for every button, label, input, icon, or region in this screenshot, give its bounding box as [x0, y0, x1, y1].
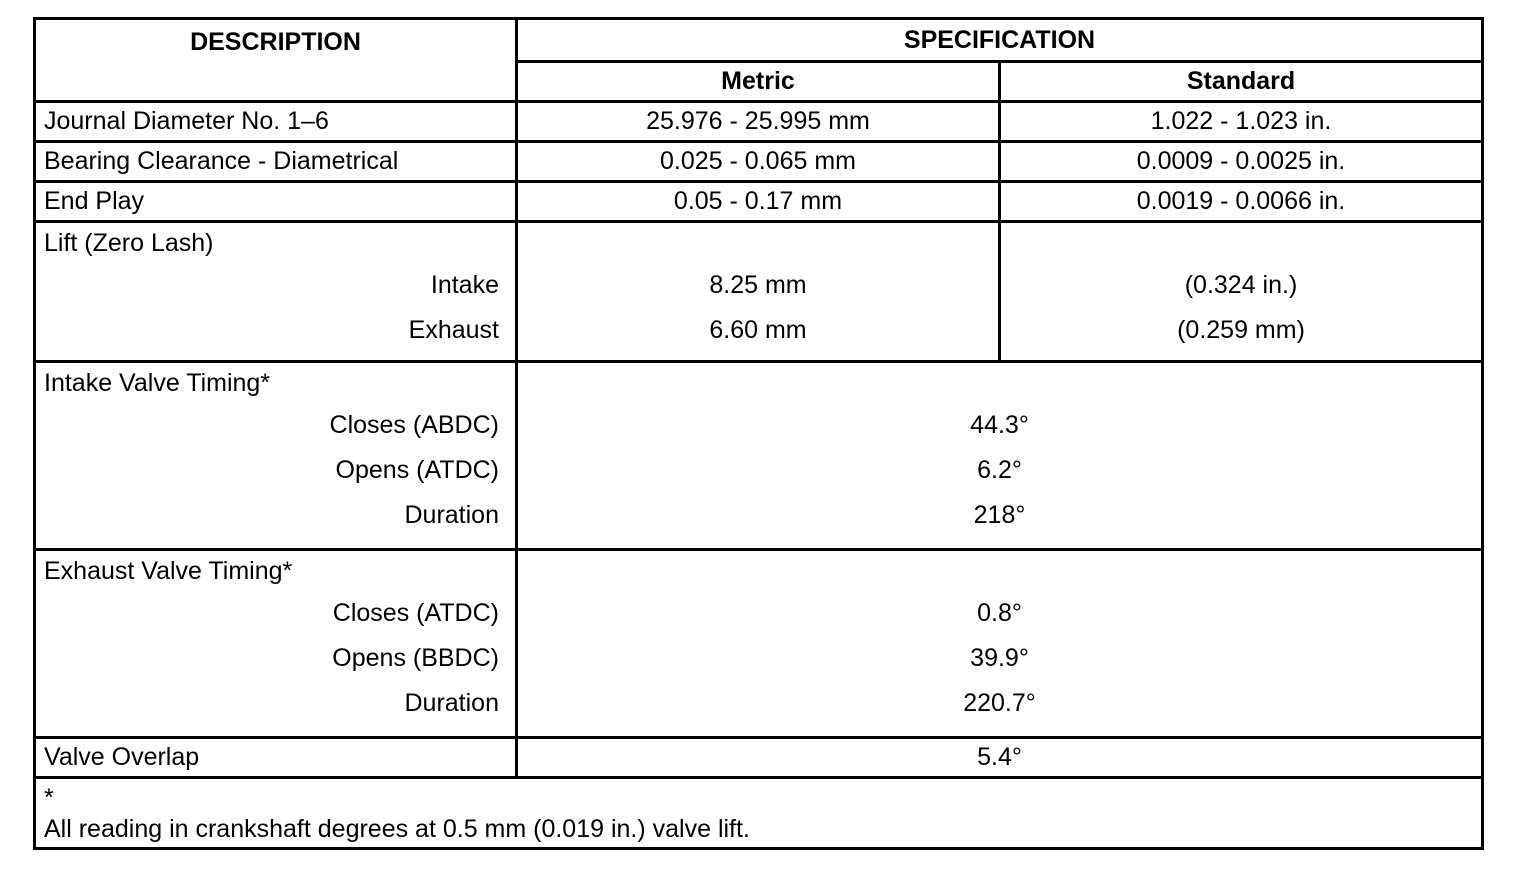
exhaust-duration-label: Duration [404, 689, 499, 718]
bearing-metric: 0.025 - 0.065 mm [517, 142, 1000, 182]
journal-metric: 25.976 - 25.995 mm [517, 102, 1000, 142]
exhaust-closes-value: 0.8° [977, 599, 1022, 628]
footnote-mark: * [44, 784, 54, 813]
bearing-label: Bearing Clearance - Diametrical [35, 142, 517, 182]
lift-exhaust-standard: (0.259 mm) [1177, 316, 1305, 344]
lift-intake-metric: 8.25 mm [709, 271, 807, 299]
table-row [35, 102, 1483, 142]
intake-timing-values [517, 362, 1483, 550]
exhaust-timing-values [517, 550, 1483, 738]
intake-duration-label: Duration [404, 501, 499, 530]
overlap-value: 5.4° [517, 738, 1483, 778]
exhaust-timing-label: Exhaust Valve Timing* [44, 557, 293, 586]
lift-exhaust-label: Exhaust [408, 316, 499, 344]
lift-standard-values [1000, 222, 1483, 362]
exhaust-timing-labels [35, 550, 517, 738]
table-row [35, 738, 1483, 778]
table-row [35, 550, 1483, 738]
journal-label: Journal Diameter No. 1–6 [35, 102, 517, 142]
specification-header: SPECIFICATION [517, 19, 1483, 62]
lift-exhaust-metric: 6.60 mm [709, 316, 807, 344]
intake-duration-value: 218° [973, 501, 1026, 530]
exhaust-opens-value: 39.9° [970, 644, 1029, 673]
lift-metric-values [517, 222, 1000, 362]
standard-header: Standard [1000, 62, 1483, 102]
footnote-row [35, 778, 1483, 849]
intake-closes-value: 44.3° [970, 411, 1029, 440]
table-row [35, 142, 1483, 182]
endplay-label: End Play [35, 182, 517, 222]
intake-opens-value: 6.2° [977, 456, 1022, 485]
intake-timing-labels [35, 362, 517, 550]
intake-closes-label: Closes (ABDC) [329, 411, 499, 440]
metric-header: Metric [517, 62, 1000, 102]
endplay-metric: 0.05 - 0.17 mm [517, 182, 1000, 222]
lift-intake-standard: (0.324 in.) [1184, 271, 1298, 299]
description-header: DESCRIPTION [35, 19, 517, 102]
lift-intake-label: Intake [430, 271, 499, 299]
journal-standard: 1.022 - 1.023 in. [1000, 102, 1483, 142]
table-row [35, 182, 1483, 222]
exhaust-opens-label: Opens (BBDC) [332, 644, 499, 673]
table-row [35, 222, 1483, 362]
lift-labels [35, 222, 517, 362]
camshaft-spec-table [33, 17, 1484, 850]
exhaust-duration-value: 220.7° [963, 689, 1036, 718]
lift-label: Lift (Zero Lash) [44, 229, 214, 257]
footnote-text: All reading in crankshaft degrees at 0.5 mm (0.019 in.) valve lift. [44, 815, 750, 844]
exhaust-closes-label: Closes (ATDC) [332, 599, 499, 628]
bearing-standard: 0.0009 - 0.0025 in. [1000, 142, 1483, 182]
intake-timing-label: Intake Valve Timing* [44, 369, 271, 398]
overlap-label: Valve Overlap [35, 738, 517, 778]
footnote [35, 778, 1483, 849]
endplay-standard: 0.0019 - 0.0066 in. [1000, 182, 1483, 222]
intake-opens-label: Opens (ATDC) [335, 456, 499, 485]
table-row [35, 362, 1483, 550]
